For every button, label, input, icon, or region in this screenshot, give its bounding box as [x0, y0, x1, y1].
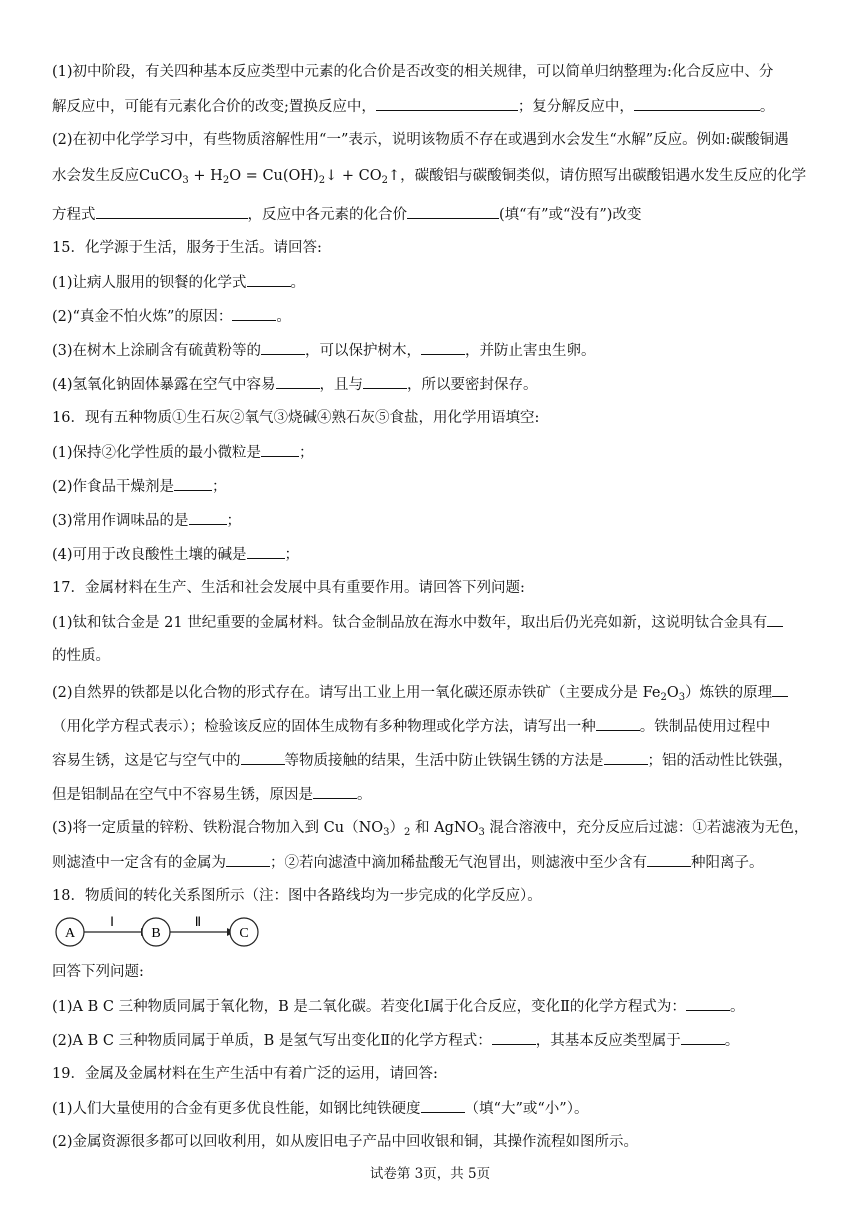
text-line: (1)初中阶段，有关四种基本反应类型中元素的化合价是否改变的相关规律，可以简单归纳整理为:化合反应中、分: [52, 64, 774, 80]
answer-blank[interactable]: [772, 682, 788, 697]
answer-blank[interactable]: [376, 96, 518, 111]
text-line: (1)保持②化学性质的最小微粒是 ；: [52, 442, 314, 463]
answer-blank[interactable]: [407, 204, 499, 219]
answer-blank[interactable]: [363, 374, 407, 389]
answer-blank[interactable]: [241, 750, 285, 765]
answer-blank[interactable]: [189, 510, 227, 525]
chemical-equation: CuCO$_3$ + $H_2O$ = $Cu(OH)_2↓$ + $CO_2↑$: [139, 168, 401, 186]
text-line: (2)自然界的铁都是以化合物的形式存在。请写出工业上用一氧化碳还原赤铁矿（主要成分是 $Fe_2O_3$）炼铁的原理: [52, 682, 788, 703]
answer-blank[interactable]: [421, 340, 465, 355]
node-b: [142, 918, 170, 946]
text-line: （用化学方程式表示）；检验该反应的固体生成物有多种物理或化学方法，请写出一种 。铁制品使用过程中: [52, 716, 770, 737]
answer-blank[interactable]: [492, 1030, 536, 1045]
text-line: (2)在初中化学学习中，有些物质溶解性用“一”表示，说明该物质不存在或遇到水会发生“水解”反应。例如:碳酸铜遇: [52, 132, 789, 148]
text-line: (3)常用作调味品的是 ；: [52, 510, 241, 531]
text-line: 容易生锈，这是它与空气中的 等物质接触的结果，生活中防止铁锅生锈的方法是 ；铝的活动性比铁强，: [52, 750, 793, 771]
answer-blank[interactable]: [313, 784, 357, 799]
question-19-title: 19．金属及金属材料在生产生活中有着广泛的运用，请回答:: [52, 1066, 438, 1082]
svg-text:B: B: [151, 926, 161, 941]
text-line: (3)在树木上涂刷含有硫黄粉等的 ，可以保护树木， ，并防止害虫生卵。: [52, 340, 596, 361]
page-footer: 试卷第 3页，共 5页: [369, 1166, 491, 1182]
answer-blank[interactable]: [232, 306, 276, 321]
text-line: 回答下列问题:: [52, 964, 144, 980]
text-line: (2)金属资源很多都可以回收利用，如从废旧电子产品中回收银和铜，其操作流程如图所示。: [52, 1134, 639, 1150]
answer-blank[interactable]: [596, 716, 640, 731]
question-17-title: 17．金属材料在生产、生活和社会发展中具有重要作用。请回答下列问题:: [52, 580, 525, 596]
label-2: Ⅱ: [194, 914, 202, 929]
node-c: [230, 918, 258, 946]
text-line: (1)钛和钛合金是 21 世纪重要的金属材料。钛合金制品放在海水中数年，取出后仍光亮如新，这说明钛合金具有: [52, 612, 783, 633]
answer-blank[interactable]: [276, 374, 320, 389]
text-line: (1)A B C 三种物质同属于氧化物，B 是二氧化碳。若变化Ⅰ属于化合反应，变化Ⅱ的化学方程式为： 。: [52, 996, 744, 1017]
answer-blank[interactable]: [647, 852, 691, 867]
answer-blank[interactable]: [96, 204, 248, 219]
text-line: (2)作食品干燥剂是 ；: [52, 476, 227, 497]
answer-blank[interactable]: [421, 1098, 465, 1113]
text-line: (2)“真金不怕火炼”的原因： 。: [52, 306, 291, 327]
answer-blank[interactable]: [686, 996, 730, 1011]
label-1: Ⅰ: [110, 914, 114, 929]
text-line: 但是铝制品在空气中不容易生锈，原因是 。: [52, 784, 372, 805]
conversion-diagram: [52, 914, 272, 950]
node-a: [56, 918, 84, 946]
text-line: (4)可用于改良酸性土壤的碱是 ；: [52, 544, 299, 565]
question-15-title: 15．化学源于生活，服务于生活。请回答:: [52, 240, 322, 256]
answer-blank[interactable]: [247, 272, 291, 287]
svg-text:C: C: [239, 926, 249, 941]
answer-blank[interactable]: [261, 442, 299, 457]
text-line: 方程式 ，反应中各元素的化合价 (填“有”或“没有”)改变: [52, 204, 641, 225]
question-16-title: 16．现有五种物质①生石灰②氧气③烧碱④熟石灰⑤食盐，用化学用语填空:: [52, 410, 540, 426]
answer-blank[interactable]: [604, 750, 648, 765]
svg-text:A: A: [64, 926, 76, 941]
answer-blank[interactable]: [247, 544, 285, 559]
text-line: (1)让病人服用的钡餐的化学式 。: [52, 272, 305, 293]
text-line: (1)人们大量使用的合金有更多优良性能，如钢比纯铁硬度 （填“大”或“小”）。: [52, 1098, 588, 1119]
text-line: (3)将一定质量的锌粉、铁粉混合物加入到 $Cu(NO_3)_2$ 和 AgNO$_3$ 混合溶液中，充分反应后过滤：①若滤液为无色，: [52, 820, 809, 838]
answer-blank[interactable]: [634, 96, 760, 111]
answer-blank[interactable]: [174, 476, 212, 491]
answer-blank[interactable]: [226, 852, 270, 867]
text-line: 解反应中，可能有元素化合价的改变;置换反应中， ；复分解反应中， 。: [52, 96, 774, 117]
text-line: 水会发生反应CuCO$_3$ + $H_2O$ = $Cu(OH)_2↓$ + $CO_2↑$，碳酸铝与碳酸铜类似，请仿照写出碳酸铝遇水发生反应的化学: [52, 168, 807, 186]
text-line: 的性质。: [52, 648, 110, 664]
question-18-title: 18．物质间的转化关系图所示（注：图中各路线均为一步完成的化学反应）。: [52, 888, 542, 904]
text-line: (2)A B C 三种物质同属于单质，B 是氢气写出变化Ⅱ的化学方程式： ，其基本反应类型属于 。: [52, 1030, 739, 1051]
text-line: 则滤渣中一定含有的金属为 ；②若向滤渣中滴加稀盐酸无气泡冒出，则滤液中至少含有 种阳离子。: [52, 852, 764, 873]
answer-blank[interactable]: [261, 340, 305, 355]
answer-blank[interactable]: [681, 1030, 725, 1045]
text-line: (4)氢氧化钠固体暴露在空气中容易 ，且与 ，所以要密封保存。: [52, 374, 538, 395]
answer-blank[interactable]: [767, 612, 783, 627]
